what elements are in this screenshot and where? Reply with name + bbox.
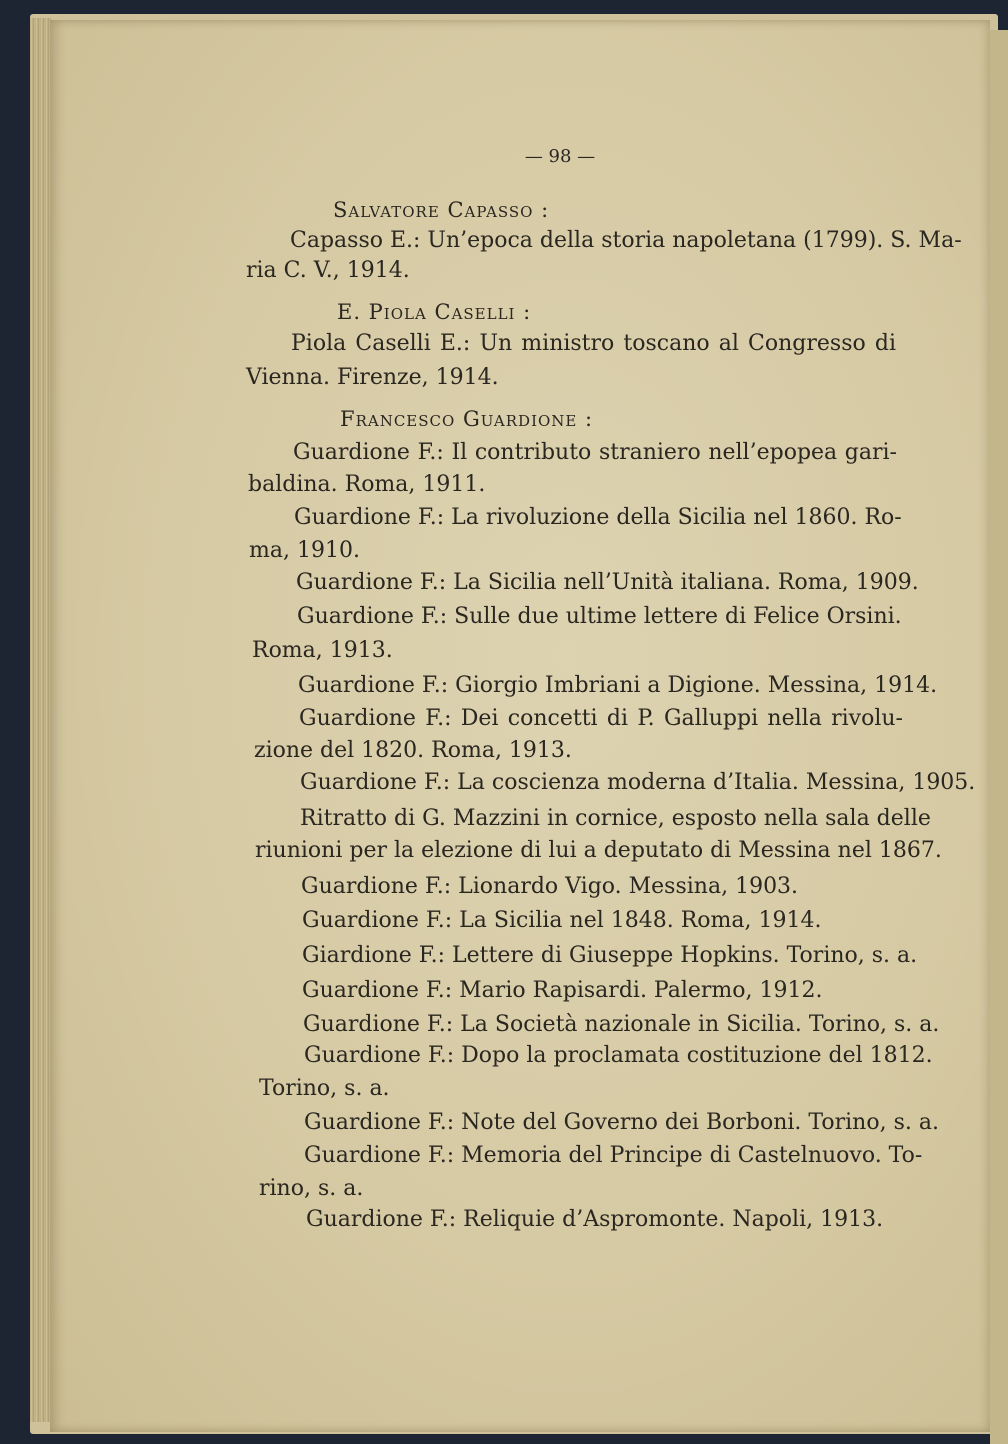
entry-line: Guardione F.: Lionardo Vigo. Messina, 1903. [301, 874, 799, 899]
entry-line: Guardione F.: La Sicilia nel 1848. Roma, 1914. [302, 908, 822, 933]
section-heading: Francesco Guardione : [340, 407, 594, 431]
entry-line: Guardione F.: La rivoluzione della Sicilia nel 1860. Ro- [294, 505, 902, 530]
entry-line: riunioni per la elezione di lui a deputato di Messina nel 1867. [255, 838, 942, 863]
page-number: — 98 — [524, 146, 596, 167]
entry-line: baldina. Roma, 1911. [248, 472, 486, 497]
entry-line: Guardione F.: La Società nazionale in Sicilia. Torino, s. a. [303, 1012, 940, 1037]
entry-line: Piola Caselli E.: Un ministro toscano al Congresso di [291, 331, 896, 356]
entry-line: Ritratto di G. Mazzini in cornice, esposto nella sala delle [300, 806, 931, 831]
entry-line: Guardione F.: Il contributo straniero nell’epopea gari- [293, 440, 897, 465]
entry-line: Guardione F.: Note del Governo dei Borboni. Torino, s. a. [304, 1110, 939, 1135]
entry-line: Guardione F.: Memoria del Principe di Castelnuovo. To- [304, 1143, 923, 1168]
entry-line: zione del 1820. Roma, 1913. [254, 738, 572, 763]
entry-line: Roma, 1913. [252, 638, 393, 663]
entry-line: Guardione F.: Dopo la proclamata costituzione del 1812. [304, 1043, 933, 1068]
section-heading: E. Piola Caselli : [337, 300, 532, 324]
entry-line: ma, 1910. [249, 538, 360, 563]
entry-line: rino, s. a. [259, 1176, 364, 1201]
entry-line: Guardione F.: Dei concetti di P. Galluppi nella rivolu- [299, 706, 903, 731]
entry-line: Capasso E.: Un’epoca della storia napoletana (1799). S. Ma- [290, 228, 962, 253]
entry-line: Torino, s. a. [259, 1076, 390, 1101]
entry-line: ria C. V., 1914. [246, 258, 410, 283]
entry-line: Giardione F.: Lettere di Giuseppe Hopkins. Torino, s. a. [302, 943, 918, 968]
entry-line: Guardione F.: Mario Rapisardi. Palermo, 1912. [302, 978, 823, 1003]
entry-line: Guardione F.: Giorgio Imbriani a Digione. Messina, 1914. [298, 673, 938, 698]
entry-line: Vienna. Firenze, 1914. [246, 365, 499, 390]
entry-line: Guardione F.: Reliquie d’Aspromonte. Napoli, 1913. [306, 1207, 884, 1232]
entry-line: Guardione F.: La coscienza moderna d’Italia. Messina, 1905. [300, 770, 976, 795]
entry-line: Guardione F.: Sulle due ultime lettere di Felice Orsini. [297, 604, 902, 629]
section-heading: Salvatore Capasso : [333, 198, 550, 222]
entry-line: Guardione F.: La Sicilia nell’Unità italiana. Roma, 1909. [296, 570, 919, 595]
